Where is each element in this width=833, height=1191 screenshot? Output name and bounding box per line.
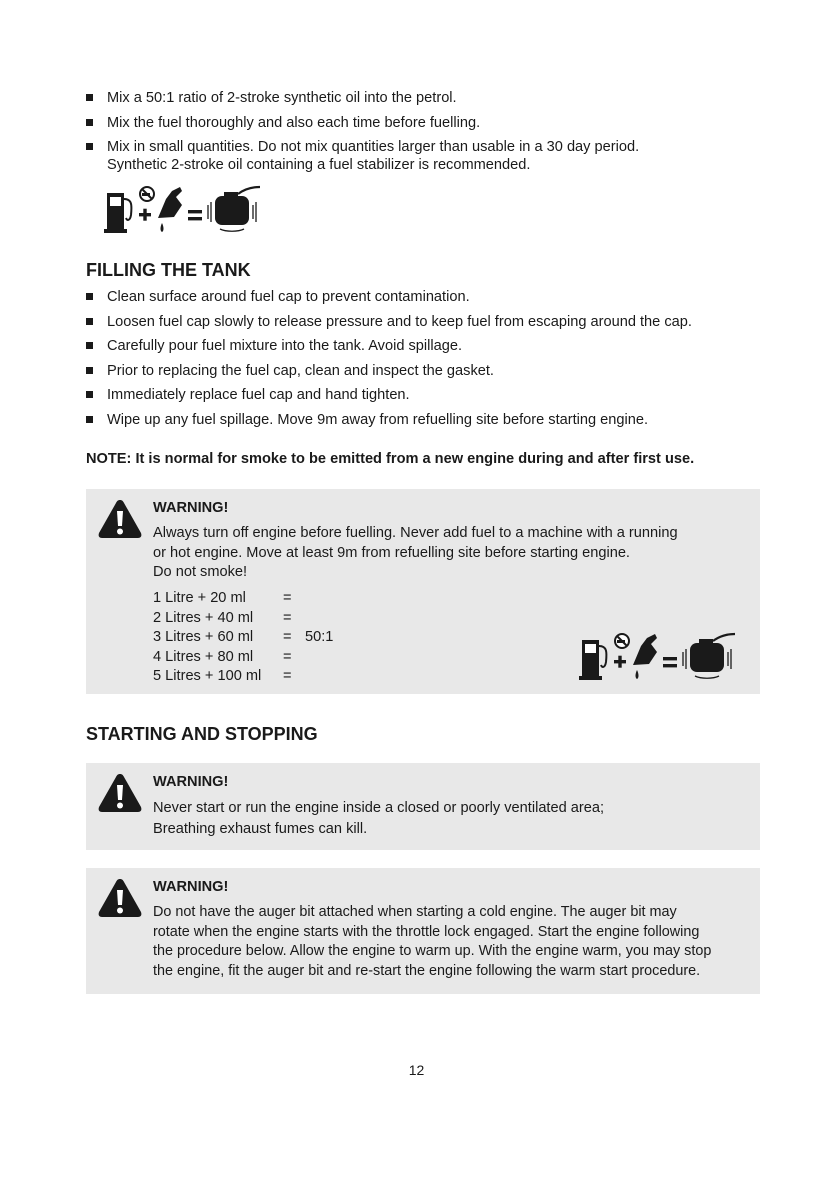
list-item: Mix the fuel thoroughly and also each time before fuelling. <box>86 114 766 132</box>
table-row <box>153 589 333 609</box>
warning-line: Always turn off engine before fuelling. Never add fuel to a machine with a running <box>153 525 678 541</box>
list-item <box>86 138 766 174</box>
warning-line: Do not have the auger bit attached when starting a cold engine. The auger bit may <box>153 904 677 920</box>
mix-amount: 5 Litres + 100 ml <box>153 668 262 684</box>
mix-equals: = <box>283 609 292 626</box>
warning-title: WARNING! <box>153 500 229 516</box>
table-row <box>153 648 333 668</box>
warning-triangle-icon <box>97 498 143 540</box>
warning-body <box>153 798 753 840</box>
list-item: Prior to replacing the fuel cap, clean and inspect the gasket. <box>86 362 766 380</box>
mix-equals: = <box>283 668 292 684</box>
mix-ratio <box>305 609 333 629</box>
warning-body <box>153 524 753 583</box>
section-heading-filling: FILLING THE TANK <box>86 260 251 280</box>
mix-ratio <box>305 589 333 609</box>
list-item-text-continued: Synthetic 2-stroke oil containing a fuel stabilizer is recommended. <box>107 157 531 173</box>
mix-equals: = <box>283 590 292 606</box>
list-item: Immediately replace fuel cap and hand tighten. <box>86 386 766 404</box>
note-text: NOTE: It is normal for smoke to be emitted from a new engine during and after first use. <box>86 451 695 467</box>
list-item: Wipe up any fuel spillage. Move 9m away from refuelling site before starting engine. <box>86 411 766 429</box>
list-item: Carefully pour fuel mixture into the tank. Avoid spillage. <box>86 337 766 355</box>
table-row <box>153 609 333 629</box>
mix-equals: = <box>283 629 292 645</box>
table-row <box>153 628 333 648</box>
warning-title: WARNING! <box>153 879 229 895</box>
list-item: Clean surface around fuel cap to prevent contamination. <box>86 288 766 306</box>
mix-ratio <box>305 648 333 668</box>
warning-line: the engine, fit the auger bit and re-start the engine following the warm start procedure. <box>153 962 701 979</box>
list-item: Mix a 50:1 ratio of 2-stroke synthetic oil into the petrol. <box>86 89 766 107</box>
warning-triangle-icon <box>97 772 143 814</box>
section-heading-starting: STARTING AND STOPPING <box>86 724 318 744</box>
mix-amount: 3 Litres + 60 ml <box>153 629 254 645</box>
warning-triangle-icon <box>97 877 143 919</box>
mix-amount: 4 Litres + 80 ml <box>153 648 254 665</box>
warning-line: Do not smoke! <box>153 564 248 580</box>
table-row <box>153 667 333 687</box>
warning-line: Breathing exhaust fumes can kill. <box>153 821 368 837</box>
warning-title: WARNING! <box>153 774 229 790</box>
mix-ratio-table <box>153 589 333 687</box>
list-item: Loosen fuel cap slowly to release pressure and to keep fuel from escaping around the cap. <box>86 313 766 331</box>
fuel-mixing-list <box>86 89 766 174</box>
fuel-mix-icon <box>104 185 274 235</box>
mix-ratio <box>305 667 333 687</box>
mix-amount: 2 Litres + 40 ml <box>153 609 254 626</box>
warning-body <box>153 903 753 981</box>
fuel-mix-icon <box>579 632 749 682</box>
page-number: 12 <box>408 1062 425 1078</box>
warning-line: Never start or run the engine inside a closed or poorly ventilated area; <box>153 800 605 816</box>
mix-ratio: 50:1 <box>305 629 334 645</box>
warning-line: the procedure below. Allow the engine to warm up. With the engine warm, you may stop <box>153 943 712 959</box>
filling-list <box>86 288 766 435</box>
mix-amount: 1 Litre + 20 ml <box>153 590 246 606</box>
warning-box-exhaust <box>86 763 760 850</box>
warning-box-auger <box>86 868 760 994</box>
warning-line: or hot engine. Move at least 9m from refuelling site before starting engine. <box>153 544 630 561</box>
warning-box-fuelling <box>86 489 760 694</box>
list-item-text: Mix in small quantities. Do not mix quantities larger than usable in a 30 day period. <box>107 139 640 155</box>
mix-equals: = <box>283 648 292 665</box>
warning-line: rotate when the engine starts with the throttle lock engaged. Start the engine following <box>153 923 700 940</box>
